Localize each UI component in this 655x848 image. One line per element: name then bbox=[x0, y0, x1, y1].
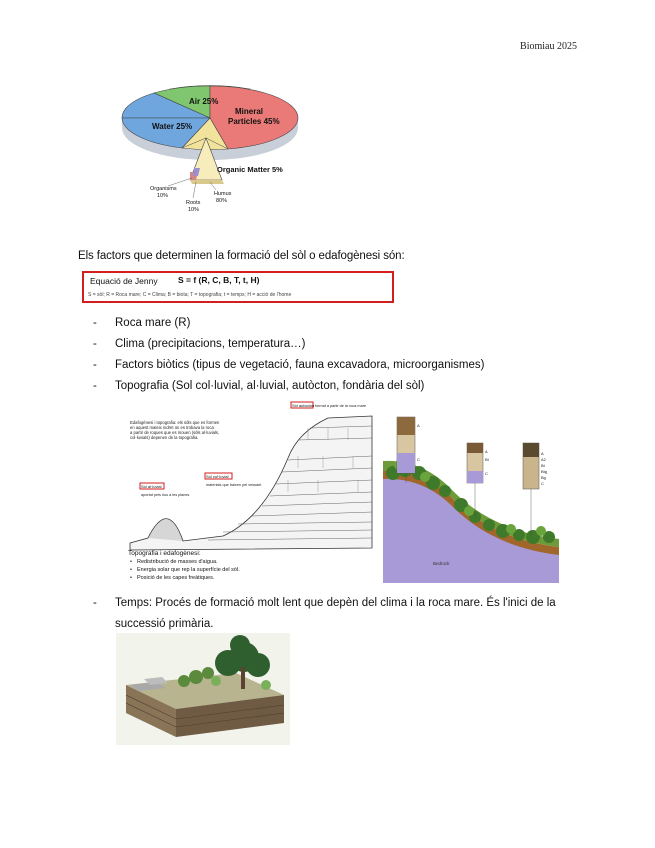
temps-text: Temps: Procés de formació molt lent que depèn del clima i la roca mare. És l'inici de la successió primària. bbox=[115, 597, 556, 630]
topography-diagram bbox=[128, 398, 374, 584]
profile-label: A bbox=[541, 451, 544, 456]
list-item: - Roca mare (R) bbox=[93, 317, 191, 329]
profile-label: Bt bbox=[485, 457, 489, 462]
tag-mid-desc: materials que baixen pel vessant bbox=[206, 483, 262, 487]
jenny-equation-box bbox=[82, 271, 394, 303]
equation-legend: S = sòl; R = Roca mare; C = Clima; B = biota; T = topografia; t = temps; H = acció de l'home bbox=[88, 292, 292, 298]
topo-intro-2: en aquest mateix indret on es trobava la roca bbox=[130, 425, 214, 430]
soil-succession-illustration bbox=[116, 633, 290, 745]
tag-low: Sòl al·luvial bbox=[141, 484, 162, 489]
profile-label: Bg bbox=[541, 475, 546, 480]
topo-caption-item: Posició de les capes freàtiques. bbox=[137, 575, 215, 581]
rock-label: Bedrock bbox=[433, 561, 450, 566]
svg-text:•: • bbox=[130, 559, 132, 565]
equation-formula: S = f (R, C, B, T, t, H) bbox=[178, 275, 260, 285]
tag-top: Sòl autòcton bbox=[292, 403, 315, 408]
temps-item: - Temps: Procés de formació molt lent que depèn del clima i la roca mare. És l'inici de la successió primària. bbox=[93, 593, 583, 635]
tag-mid: Sòl col·luvial bbox=[206, 474, 229, 479]
soil-composition-pie bbox=[110, 78, 310, 228]
svg-text:•: • bbox=[130, 567, 132, 573]
profile-label: A2 bbox=[541, 457, 546, 462]
topo-intro-3: a partir de roques que es mouen (sòls al·luvials, bbox=[130, 430, 220, 435]
list-item: - Topografia (Sol col·luvial, al·luvial, autòcton, fondària del sòl) bbox=[93, 380, 425, 392]
pie-sub-organisms-1: Organisms bbox=[150, 186, 177, 192]
equation-name: Equació de Jenny bbox=[90, 276, 158, 286]
profile-label: A bbox=[485, 449, 488, 454]
topo-caption-title: Topografia i edafogènesi: bbox=[128, 550, 201, 557]
page-header: Biomiau 2025 bbox=[520, 41, 577, 52]
intro-paragraph: Els factors que determinen la formació del sòl o edafogènesi són: bbox=[78, 250, 405, 262]
profile-label: Bt bbox=[541, 463, 545, 468]
pie-label-organic: Organic Matter 5% bbox=[217, 165, 283, 174]
topo-caption-item: Energia solar que rep la superfície del sòl. bbox=[137, 567, 240, 573]
pie-label-air: Air 25% bbox=[189, 97, 219, 106]
svg-text:•: • bbox=[130, 575, 132, 581]
profile-label: C bbox=[417, 457, 420, 462]
profile-label: A bbox=[417, 423, 420, 428]
list-item: - Clima (precipitacions, temperatura…) bbox=[93, 338, 306, 350]
hillslope-profiles-illustration bbox=[383, 413, 559, 583]
topo-intro-1: Edafogènesi i topografia: els sòls que es formen bbox=[130, 420, 220, 425]
pie-label-mineral-1: Mineral bbox=[235, 107, 264, 116]
list-item: - Factors biòtics (tipus de vegetació, fauna excavadora, microorganismes) bbox=[93, 359, 485, 371]
pie-sub-roots-2: 10% bbox=[188, 207, 200, 213]
pie-sub-roots-1: Roots bbox=[186, 200, 201, 206]
profile-label: C bbox=[541, 481, 544, 486]
pie-label-mineral-2: Particles 45% bbox=[228, 117, 280, 126]
pie-sub-humus-2: 80% bbox=[216, 198, 228, 204]
pie-label-water: Water 25% bbox=[152, 122, 193, 131]
pie-sub-organisms-2: 10% bbox=[157, 193, 169, 199]
profile-label: C bbox=[485, 471, 488, 476]
topo-caption-item: Redistribució de masses d'aigua. bbox=[137, 559, 218, 565]
pie-sub-humus-1: Humus bbox=[214, 191, 232, 197]
topo-intro-4: col·luvials) depenen de la topografia. bbox=[130, 435, 199, 440]
tag-top-desc: format a partir de la roca mare bbox=[315, 404, 367, 408]
profile-label: Btg bbox=[541, 469, 548, 474]
factor-list bbox=[93, 316, 484, 400]
tag-low-desc: aportat pels rius a les planes bbox=[141, 493, 190, 497]
